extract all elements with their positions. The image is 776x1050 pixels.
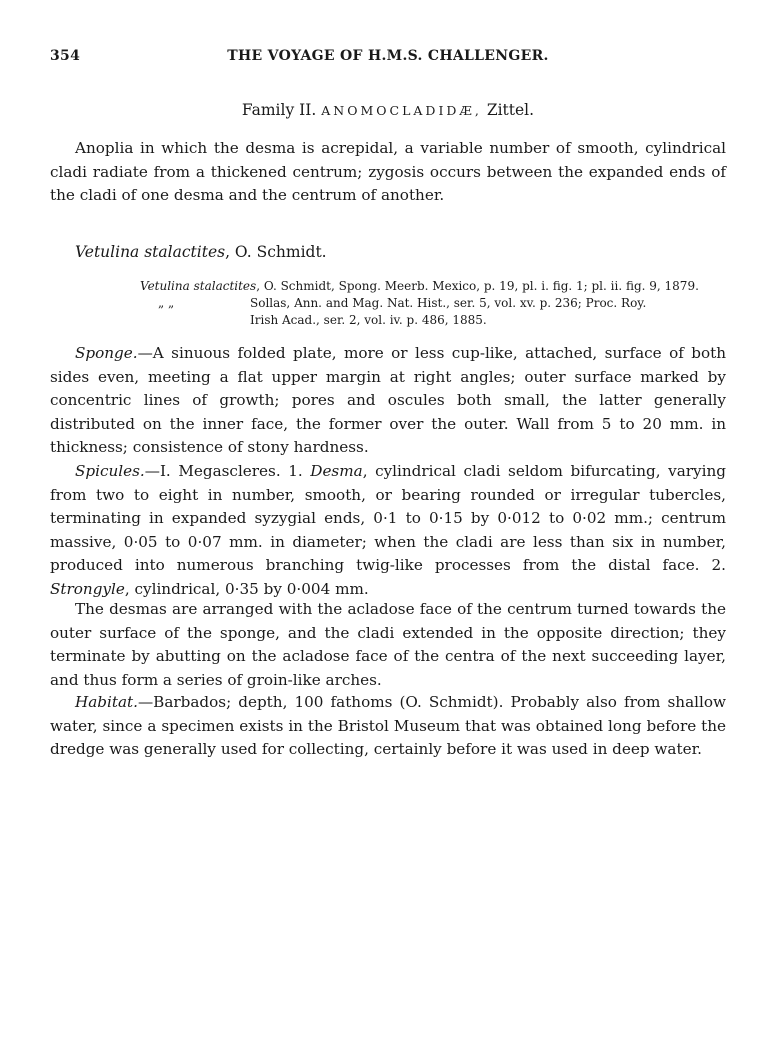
synonymy-citation-2: Sollas, Ann. and Mag. Nat. Hist., ser. 5, vol. xv. p. 236; Proc. Roy. [250, 296, 647, 310]
spicules-label: Spicules. [75, 462, 145, 480]
desmas-paragraph: The desmas are arranged with the acladose face of the centrum turned towards the outer surface of the sponge, and the cladi extended in the opposite direction; they terminate by abutting on the acladose face of the centra of the next succeeding layer, and thus form a series of groin-like arches. [50, 600, 726, 689]
species-authority: , O. Schmidt. [225, 243, 327, 261]
sponge-paragraph [50, 342, 726, 460]
desma-term: Desma [310, 462, 363, 480]
running-title: THE VOYAGE OF H.M.S. CHALLENGER. [227, 48, 549, 64]
synonymy-line-1 [140, 278, 726, 295]
sponge-label: Sponge. [75, 344, 138, 362]
ditto-marks: „ „ [158, 296, 175, 310]
species-name: Vetulina stalactites [75, 243, 226, 261]
synonymy-citation-1: , O. Schmidt, Spong. Meerb. Mexico, p. 19, pl. i. fig. 1; pl. ii. fig. 9, 1879. [256, 279, 699, 293]
strongyle-term: Strongyle [50, 579, 125, 598]
synonymy-block [140, 278, 726, 329]
sponge-text: —A sinuous folded plate, more or less cup-like, attached, surface of both sides even, meeting a flat upper margin at right angles; outer surface marked by concentric lines of growth; pores and oscules both small, the latter generally distributed on the inner face, the former over the outer. Wall from 5 to 20 mm. in thickness; consistence of stony hardness. [50, 344, 726, 456]
spicules-text-b: , cylindrical cladi seldom bifurcating, varying from two to eight in number, smooth, or bearing rounded or irregular tubercles, terminating in expanded syzygial ends, 0·1 to 0·15 by 0·012 to 0·02 mm.; centrum massive, 0·05 to 0·07 mm. in diameter; when the cladi are less than six in number, produced into numerous branching twig-like processes from the distal face. 2. [50, 462, 726, 574]
running-head [50, 48, 726, 70]
habitat-label: Habitat. [75, 693, 138, 711]
family-heading [0, 101, 776, 119]
synonymy-line-2 [140, 295, 726, 312]
synonymy-species-name: Vetulina stalactites [140, 279, 257, 293]
spicules-text-a: —I. Megascleres. 1. [144, 462, 311, 480]
family-prefix: Family II. [241, 101, 317, 119]
family-name: ANOMOCLADIDÆ, [321, 103, 482, 118]
spicules-paragraph [50, 460, 726, 601]
habitat-text: —Barbados; depth, 100 fathoms (O. Schmidt). Probably also from shallow water, since a specimen exists in the Bristol Museum that was obtained long before the dredge was generally used for collecting, certainly before it was used in deep water. [50, 693, 726, 758]
page-number: 354 [50, 48, 81, 64]
spicules-text-c: , cylindrical, 0·35 by 0·004 mm. [124, 579, 369, 598]
habitat-paragraph [50, 691, 726, 762]
family-authority: Zittel. [486, 101, 535, 119]
family-description: Anoplia in which the desma is acrepidal, a variable number of smooth, cylindrical cladi radiate from a thickened centrum; zygosis occurs between the expanded ends of the cladi of one desma and the centrum of another. [50, 139, 726, 204]
synonymy-line-3: Irish Acad., ser. 2, vol. iv. p. 486, 1885. [250, 313, 487, 327]
species-heading [75, 243, 327, 261]
